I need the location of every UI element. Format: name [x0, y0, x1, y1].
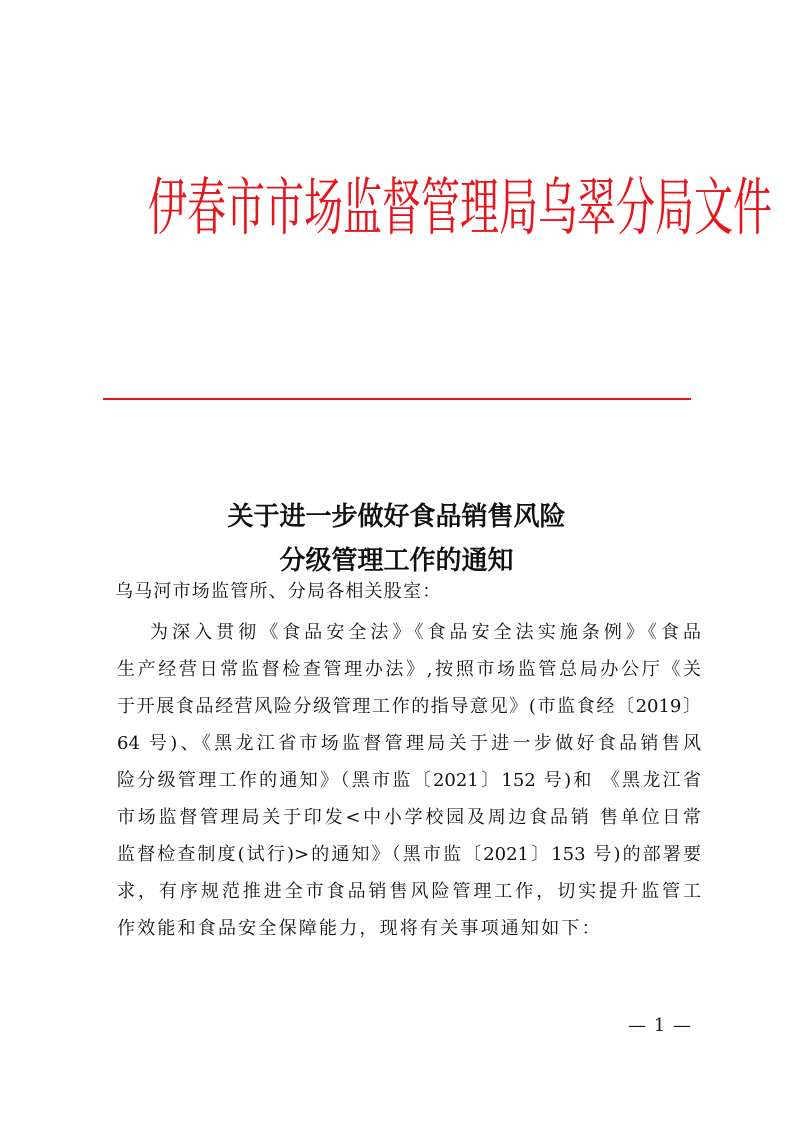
body-line-7: 监督检查制度(试行)>的通知》（黑市监〔2021〕153 号)的部署要 [117, 844, 701, 865]
masthead-title: 伊春市市场监督管理局乌翠分局文件 [148, 173, 773, 246]
body-line-3: 于开展食品经营风险分级管理工作的指导意见》(市监食经〔2019〕 [117, 696, 701, 717]
body-line-4: 64 号)、《黑龙江省市场监督管理局关于进一步做好食品销售风 [117, 733, 701, 754]
body-line-9: 作效能和食品安全保障能力，现将有关事项通知如下： [117, 918, 602, 939]
body-line-5: 险分级管理工作的通知》（黑市监〔2021〕152 号)和 《黑龙江省 [117, 770, 701, 791]
body-line-8: 求，有序规范推进全市食品销售风险管理工作，切实提升监管工 [117, 881, 701, 902]
body-line-1: 为深入贯彻《食品安全法》《食品安全法实施条例》《食品 [150, 622, 701, 643]
red-divider-line [103, 398, 691, 400]
notice-title-line-2: 分级管理工作的通知 [279, 546, 514, 576]
page-number: — 1 — [628, 1015, 692, 1036]
body-line-6: 市场监督管理局关于印发<中小学校园及周边食品销 售单位日常 [117, 807, 701, 828]
addressee: 乌马河市场监管所、分局各相关股室： [115, 581, 442, 602]
notice-title-line-1: 关于进一步做好食品销售风险 [227, 502, 566, 532]
body-line-2: 生产经营日常监督检查管理办法》,按照市场监管总局办公厅《关 [117, 659, 701, 680]
